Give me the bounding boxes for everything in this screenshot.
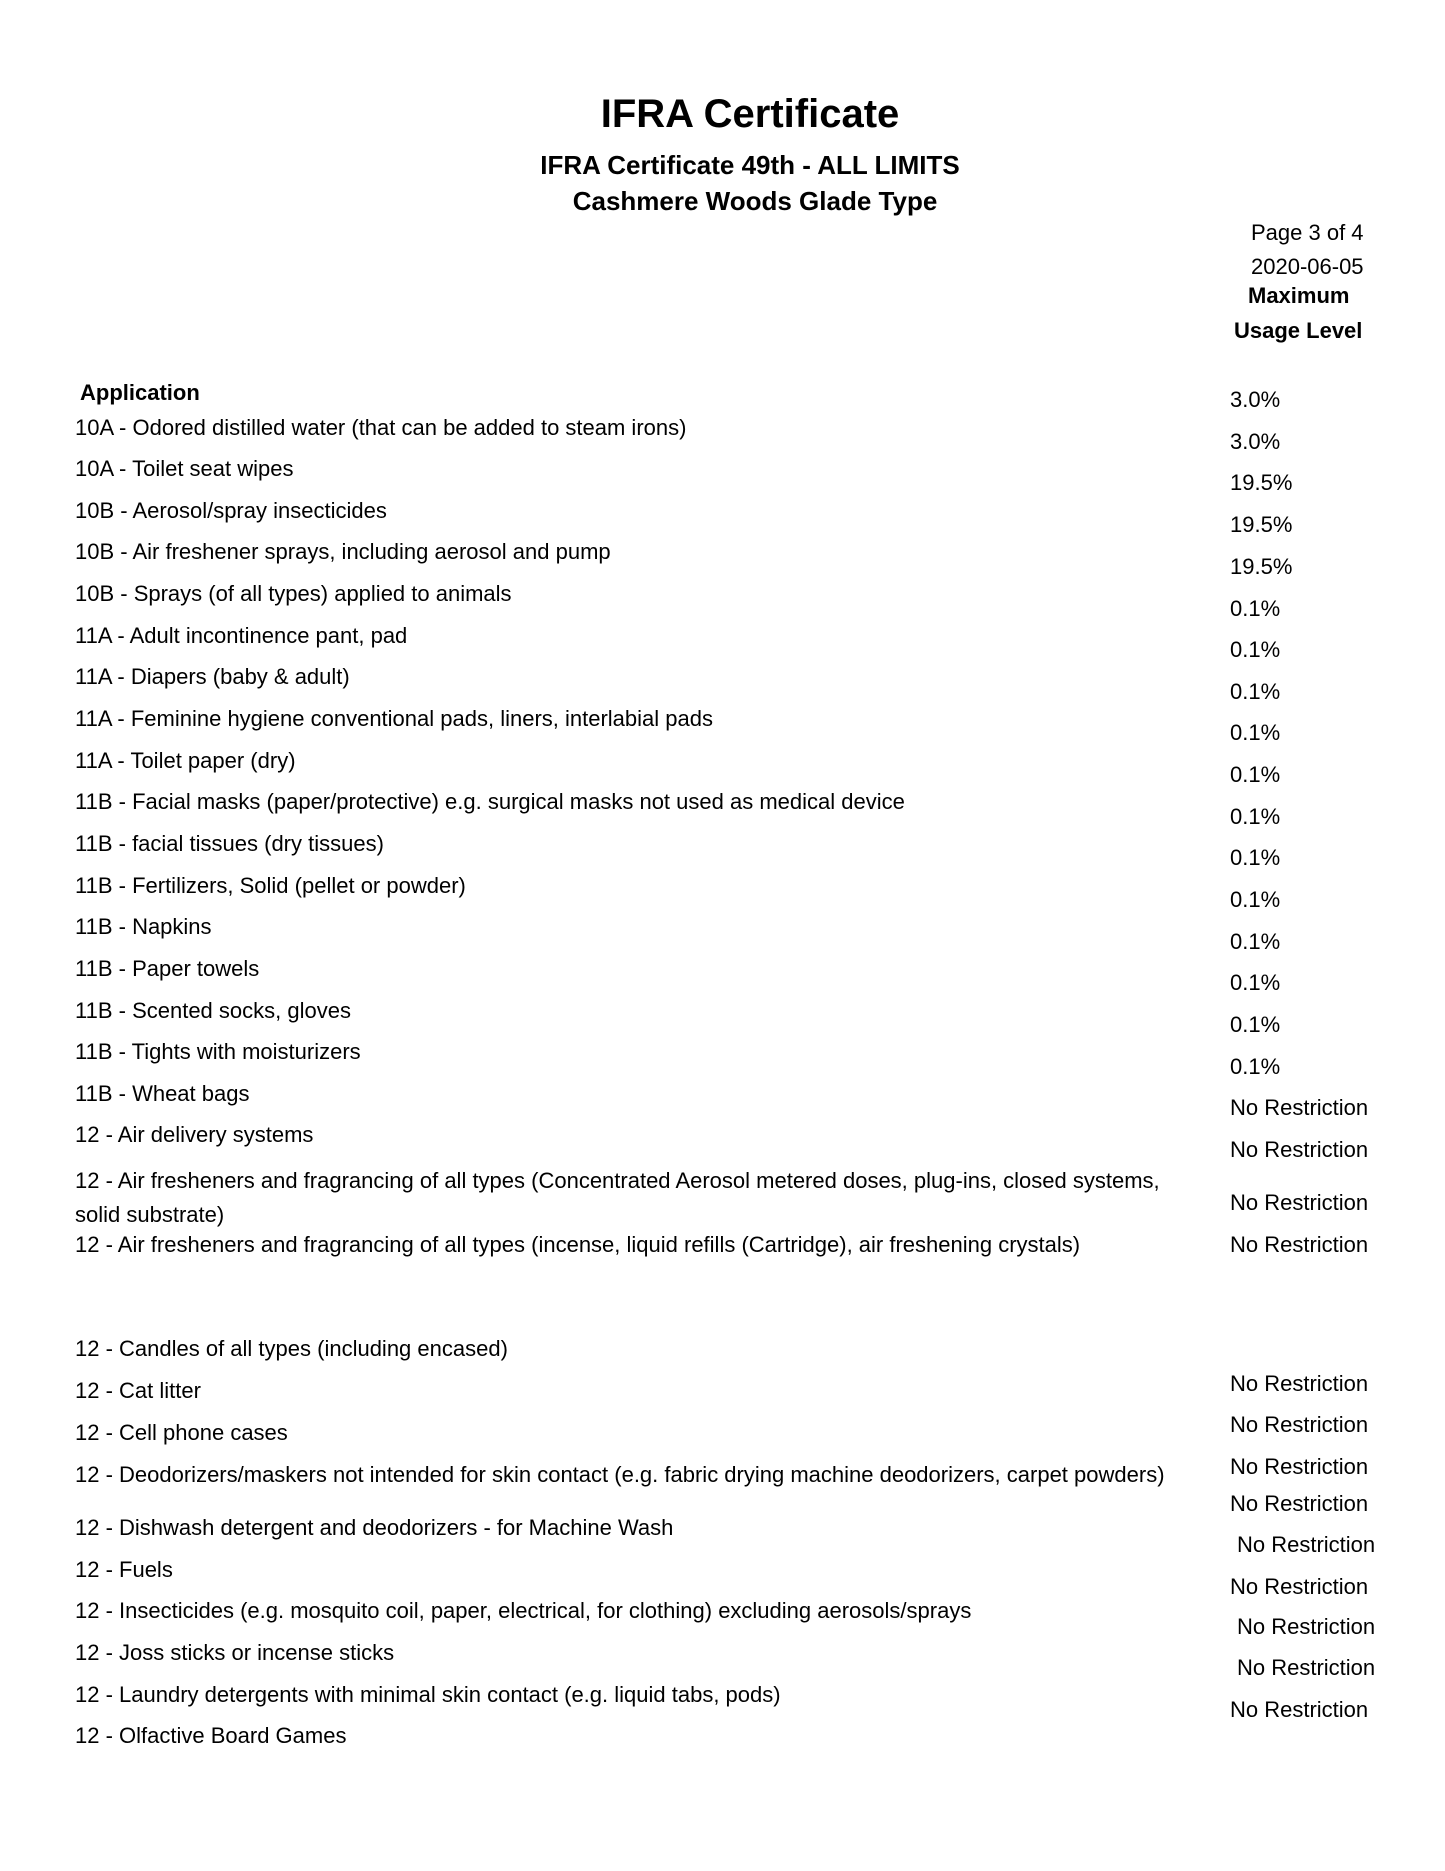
application-row: 11B - Fertilizers, Solid (pellet or powder) [75,873,466,898]
usage-level-value: 0.1% [1230,679,1281,704]
document-subtitle: IFRA Certificate 49th - ALL LIMITS [540,150,960,180]
application-row: 11B - Scented socks, gloves [75,998,351,1023]
usage-level-value: 0.1% [1230,1054,1281,1079]
usage-level-value: No Restriction [1230,1491,1369,1516]
document-date: 2020-06-05 [1251,254,1364,279]
application-row: 11A - Diapers (baby & adult) [75,664,350,689]
application-row: 12 - Fuels [75,1557,173,1582]
application-row: 11B - Facial masks (paper/protective) e.g. surgical masks not used as medical device [75,789,905,814]
application-row: 10B - Aerosol/spray insecticides [75,498,387,523]
product-name: Cashmere Woods Glade Type [572,186,938,216]
usage-level-value: 0.1% [1230,1012,1281,1037]
application-row: 11A - Feminine hygiene conventional pads, liners, interlabial pads [75,706,713,731]
usage-level-value: 19.5% [1230,470,1293,495]
usage-level-value: 0.1% [1230,845,1281,870]
usage-level-value: No Restriction [1230,1371,1369,1396]
usage-level-value: 0.1% [1230,804,1281,829]
usage-level-value: No Restriction [1230,1697,1369,1722]
application-row: 12 - Olfactive Board Games [75,1723,347,1748]
application-row: 12 - Cat litter [75,1378,201,1403]
usage-level-value: No Restriction [1237,1655,1376,1680]
usage-level-value: 0.1% [1230,970,1281,995]
application-row: 11B - Tights with moisturizers [75,1039,361,1064]
application-row: 12 - Deodorizers/maskers not intended for skin contact (e.g. fabric drying machine deodorizers, carpet powders) [75,1462,1165,1487]
usage-level-value: 0.1% [1230,762,1281,787]
usage-level-value: 19.5% [1230,554,1293,579]
application-row: 10B - Air freshener sprays, including aerosol and pump [75,539,611,564]
usage-level-value: 3.0% [1230,429,1281,454]
application-row: 10A - Odored distilled water (that can be added to steam irons) [75,415,687,440]
application-row: 12 - Laundry detergents with minimal skin contact (e.g. liquid tabs, pods) [75,1682,781,1707]
usage-level-value: No Restriction [1230,1574,1369,1599]
usage-level-value: 19.5% [1230,512,1293,537]
usage-level-value: No Restriction [1237,1614,1376,1639]
column-header-application: Application [80,380,200,405]
application-row: 11A - Adult incontinence pant, pad [75,623,408,648]
page-number: Page 3 of 4 [1251,220,1364,245]
application-row: 11B - facial tissues (dry tissues) [75,831,384,856]
usage-level-value: 0.1% [1230,887,1281,912]
application-row: 10A - Toilet seat wipes [75,456,294,481]
application-row: 12 - Candles of all types (including encased) [75,1336,508,1361]
usage-level-value: No Restriction [1230,1137,1369,1162]
application-row: 12 - Air fresheners and fragrancing of all types (Concentrated Aerosol metered doses, plug-ins, closed systems, solid substrate) [75,1168,1160,1227]
usage-level-value: No Restriction [1230,1095,1369,1120]
column-header-usage-level: Usage Level [1234,318,1363,343]
application-row: 12 - Joss sticks or incense sticks [75,1640,395,1665]
application-row: 12 - Cell phone cases [75,1420,288,1445]
usage-level-value: 3.0% [1230,387,1281,412]
usage-level-value: 0.1% [1230,637,1281,662]
usage-level-value: No Restriction [1230,1232,1369,1257]
application-row: 11B - Wheat bags [75,1081,250,1106]
usage-level-value: No Restriction [1230,1190,1369,1215]
usage-level-value: 0.1% [1230,720,1281,745]
usage-level-value: No Restriction [1237,1532,1376,1557]
usage-level-value: No Restriction [1230,1412,1369,1437]
application-row: 12 - Dishwash detergent and deodorizers - for Machine Wash [75,1515,674,1540]
usage-level-value: 0.1% [1230,596,1281,621]
application-row: 12 - Air delivery systems [75,1122,314,1147]
application-row: 12 - Insecticides (e.g. mosquito coil, paper, electrical, for clothing) excluding aerosols/sprays [75,1598,972,1623]
usage-level-value: No Restriction [1230,1454,1369,1479]
application-row: 12 - Air fresheners and fragrancing of all types (incense, liquid refills (Cartridge), air freshening crystals) [75,1232,1081,1257]
document-title: IFRA Certificate [600,92,900,136]
application-row: 11A - Toilet paper (dry) [75,748,296,773]
column-header-maximum: Maximum [1248,283,1350,308]
usage-level-value: 0.1% [1230,929,1281,954]
application-row: 11B - Paper towels [75,956,260,981]
application-row: 11B - Napkins [75,914,212,939]
application-row: 10B - Sprays (of all types) applied to animals [75,581,512,606]
